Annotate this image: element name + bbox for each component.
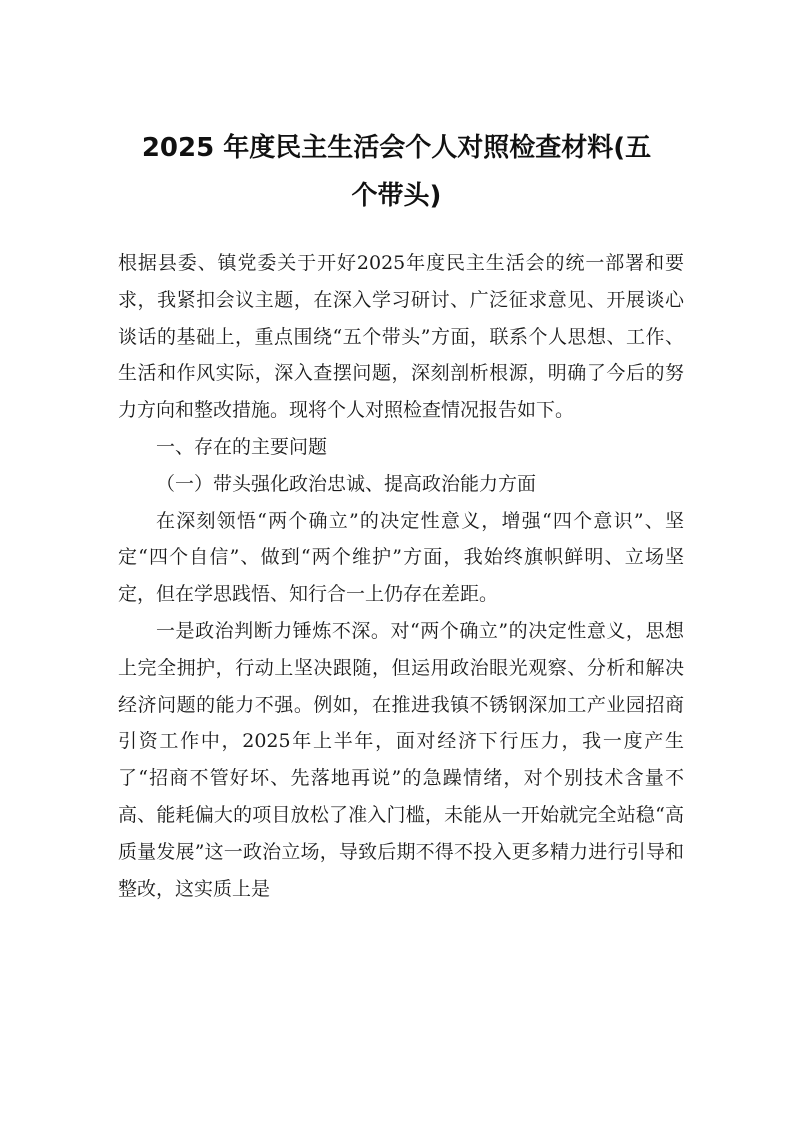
section-heading: 一、存在的主要问题	[156, 435, 328, 458]
subsection-heading: （一）带头强化政治忠诚、提高政治能力方面	[156, 472, 537, 495]
title-line-1: 2025 年度民主生活会个人对照检查材料(五	[141, 133, 652, 163]
body-paragraph: 在深刻领悟“两个确立”的决定性意义，增强“四个意识”、坚定“四个自信”、做到“两个维护”方面，我始终旗帜鲜明、立场坚定，但在学思践悟、知行合一上仍存在差距。	[118, 509, 684, 606]
document-body	[118, 245, 684, 907]
document-title	[113, 124, 680, 220]
title-line-2: 个带头)	[351, 181, 442, 211]
intro-paragraph: 根据县委、镇党委关于开好2025年度民主生活会的统一部署和要求，我紧扣会议主题，在深入学习研讨、广泛征求意见、开展谈心谈话的基础上，重点围绕“五个带头”方面，联系个人思想、工作、生活和作风实际，深入查摆问题，深刻剖析根源，明确了今后的努力方向和整改措施。现将个人对照检查情况报告如下。	[118, 252, 684, 422]
body-paragraph: 一是政治判断力锤炼不深。对“两个确立”的决定性意义，思想上完全拥护，行动上坚决跟随，但运用政治眼光观察、分析和解决经济问题的能力不强。例如，在推进我镇不锈钢深加工产业园招商引资工作中，2025年上半年，面对经济下行压力，我一度产生了“招商不管好坏、先落地再说”的急躁情绪，对个别技术含量不高、能耗偏大的项目放松了准入门槛，未能从一开始就完全站稳“高质量发展”这一政治立场，导致后期不得不投入更多精力进行引导和整改，这实质上是	[118, 619, 684, 900]
